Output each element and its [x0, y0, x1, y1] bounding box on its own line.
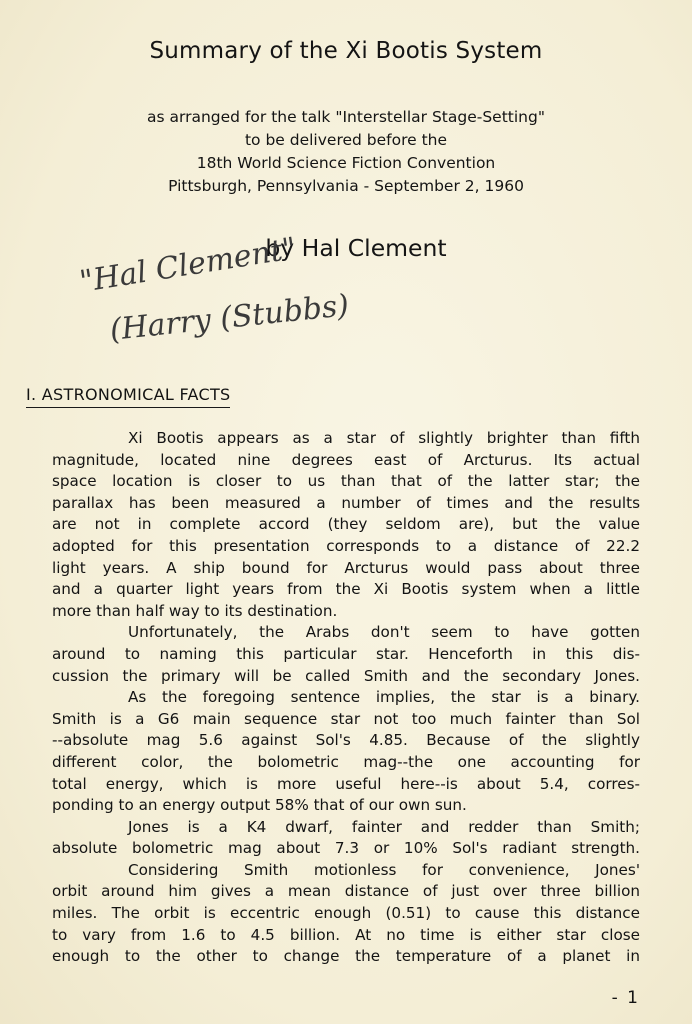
text-line: different color, the bolometric mag--the one accounting for: [52, 752, 640, 771]
text-line: to vary from 1.6 to 4.5 billion. At no time is either star close: [52, 925, 640, 944]
author-byline: by Hal Clement: [265, 234, 447, 262]
subtitle-line: to be delivered before the: [244, 131, 448, 149]
text-line: space location is closer to us than that of the latter star; the: [52, 472, 640, 491]
subtitle-line: Pittsburgh, Pennsylvania - September 2, 1960: [168, 177, 524, 195]
text-line: orbit around him gives a mean distance of just over three billion: [52, 882, 640, 901]
text-line: more than half way to its destination.: [52, 601, 338, 620]
page-number: - 1: [611, 988, 640, 1008]
text-line: Xi Bootis appears as a star of slightly brighter than fifth: [128, 429, 640, 447]
text-line: Considering Smith motionless for convenience, Jones': [128, 860, 640, 879]
text-line: light years. A ship bound for Arcturus would pass about three: [52, 558, 640, 577]
text-line: As the foregoing sentence implies, the star is a binary.: [128, 688, 640, 707]
text-line: miles. The orbit is eccentric enough (0.51) to cause this distance: [52, 904, 640, 923]
text-line: parallax has been measured a number of times and the results: [52, 493, 640, 512]
section-heading: I. ASTRONOMICAL FACTS: [26, 385, 230, 408]
body-text: [52, 428, 640, 968]
subtitle-block: [0, 106, 692, 198]
text-line: and a quarter light years from the Xi Bootis system when a little: [52, 580, 640, 599]
handwritten-real-name: (Harry (Stubbs): [108, 288, 351, 348]
text-line: magnitude, located nine degrees east of Arcturus. Its actual: [52, 450, 640, 469]
handwritten-pen-name: "Hal Clement": [77, 231, 299, 300]
text-line: are not in complete accord (they seldom are), but the value: [52, 515, 640, 534]
subtitle-line: 18th World Science Fiction Convention: [196, 154, 496, 172]
text-line: cussion the primary will be called Smith and the secondary Jones.: [52, 666, 640, 685]
text-line: Smith is a G6 main sequence star not too much fainter than Sol: [52, 709, 640, 728]
text-line: adopted for this presentation corresponds to a distance of 22.2: [52, 536, 640, 555]
text-line: around to naming this particular star. Henceforth in this dis-: [52, 644, 640, 663]
subtitle-line: as arranged for the talk "Interstellar Stage-Setting": [147, 108, 545, 126]
document-title: Summary of the Xi Bootis System: [149, 38, 543, 64]
text-line: --absolute mag 5.6 against Sol's 4.85. Because of the slightly: [52, 731, 640, 750]
text-line: absolute bolometric mag about 7.3 or 10% Sol's radiant strength.: [52, 839, 640, 858]
text-line: enough to the other to change the temperature of a planet in: [52, 947, 640, 966]
text-line: total energy, which is more useful here--is about 5.4, corres-: [52, 774, 640, 793]
text-line: Unfortunately, the Arabs don't seem to have gotten: [128, 623, 640, 642]
text-line: ponding to an energy output 58% that of our own sun.: [52, 796, 467, 815]
text-line: Jones is a K4 dwarf, fainter and redder than Smith;: [128, 817, 640, 836]
